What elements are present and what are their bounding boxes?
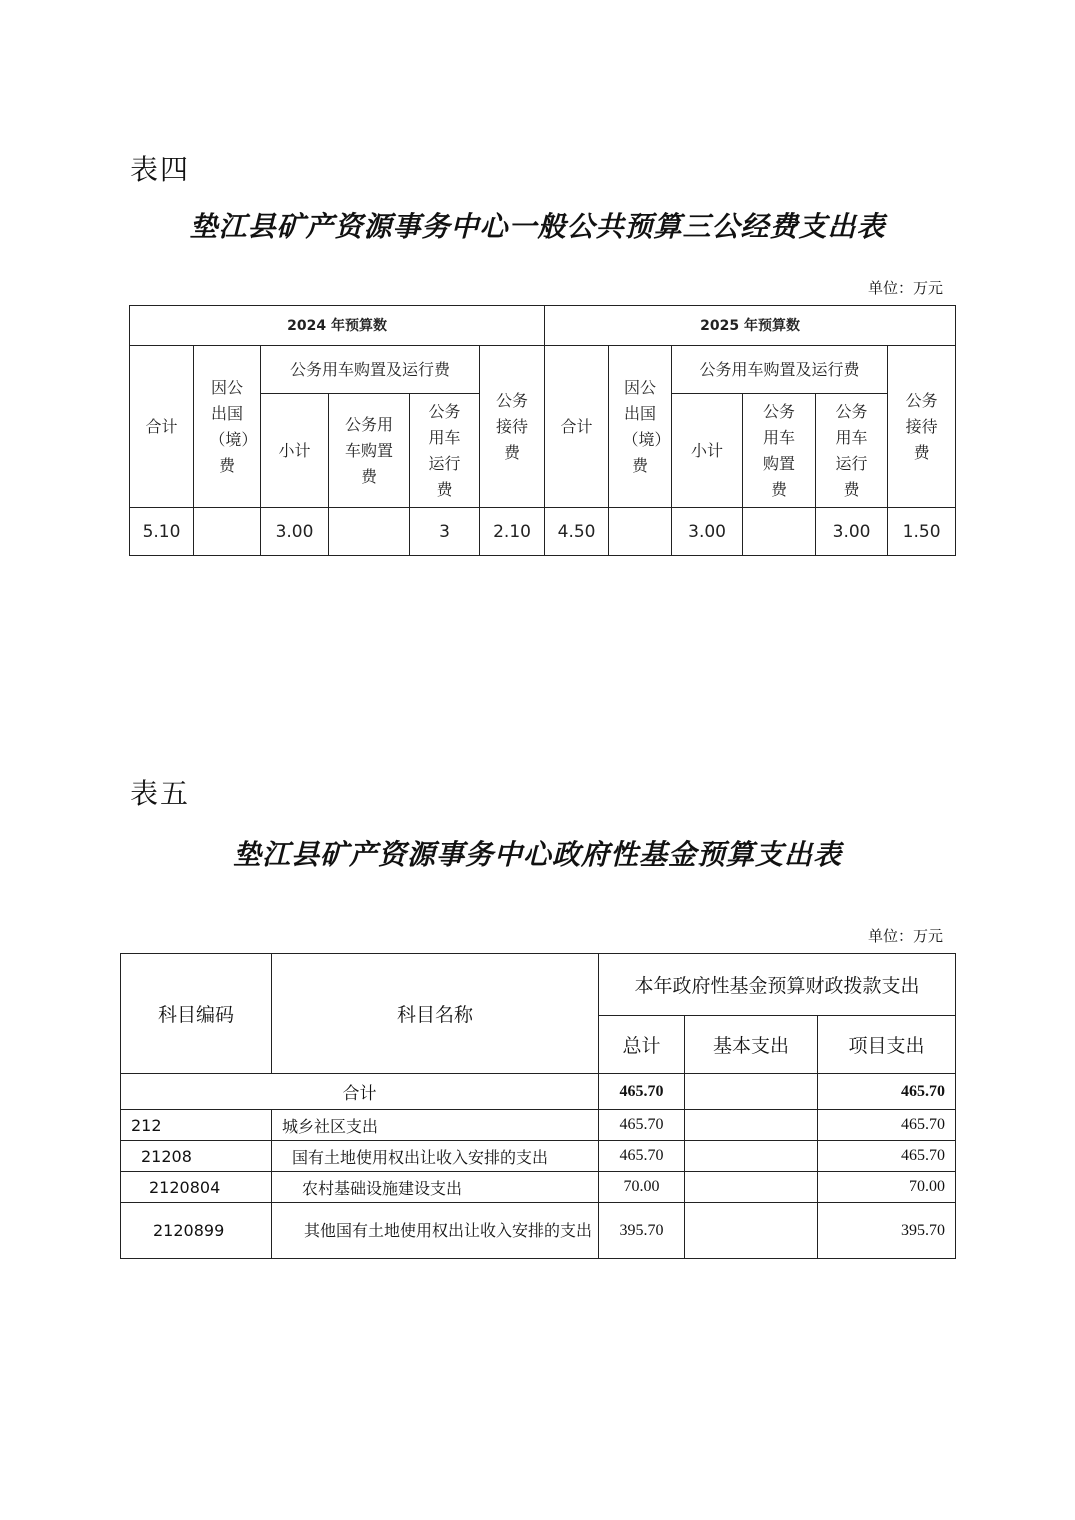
row-total: 70.00 xyxy=(599,1172,685,1203)
row-name: 城乡社区支出 xyxy=(272,1110,599,1141)
year-2024-header: 2024 年预算数 xyxy=(130,306,545,346)
value-operation-2025: 3.00 xyxy=(816,508,888,556)
header-project: 项目支出 xyxy=(818,1016,956,1074)
row-code: 212 xyxy=(121,1110,272,1141)
table4-unit: 单位：万元 xyxy=(867,279,943,297)
row-total: 465.70 xyxy=(599,1110,685,1141)
row-code: 21208 xyxy=(121,1141,272,1172)
row-project: 70.00 xyxy=(818,1172,956,1203)
row-total: 465.70 xyxy=(599,1141,685,1172)
total-row-basic xyxy=(685,1074,818,1110)
header-name: 科目名称 xyxy=(272,954,599,1074)
total-row-total: 465.70 xyxy=(599,1074,685,1110)
value-subtotal-2024: 3.00 xyxy=(261,508,329,556)
total-row-label: 合计 xyxy=(121,1074,599,1110)
value-total-2025: 4.50 xyxy=(545,508,609,556)
row-name: 国有土地使用权出让收入安排的支出 xyxy=(272,1141,599,1172)
header-group: 本年政府性基金预算财政拨款支出 xyxy=(599,954,956,1016)
value-abroad-2025 xyxy=(609,508,672,556)
row-name: 其他国有土地使用权出让收入安排的支出 xyxy=(272,1203,599,1259)
row-project: 465.70 xyxy=(818,1110,956,1141)
row-name: 农村基础设施建设支出 xyxy=(272,1172,599,1203)
header-reception-2025: 公务接待费 xyxy=(888,346,956,508)
value-reception-2025: 1.50 xyxy=(888,508,956,556)
header-operation-2024: 公务用车运行费 xyxy=(410,394,480,508)
header-subtotal-2024: 小计 xyxy=(261,394,329,508)
header-reception-2024: 公务接待费 xyxy=(480,346,545,508)
value-purchase-2024 xyxy=(329,508,410,556)
row-basic xyxy=(685,1172,818,1203)
three-public-expenses-table xyxy=(129,305,956,556)
row-basic xyxy=(685,1203,818,1259)
header-operation-2025: 公务用车运行费 xyxy=(816,394,888,508)
value-reception-2024: 2.10 xyxy=(480,508,545,556)
total-row-project: 465.70 xyxy=(818,1074,956,1110)
value-abroad-2024 xyxy=(194,508,261,556)
table4-title: 垫江县矿产资源事务中心一般公共预算三公经费支出表 xyxy=(189,210,886,243)
row-project: 395.70 xyxy=(818,1203,956,1259)
row-code: 2120804 xyxy=(121,1172,272,1203)
header-purchase-2025: 公务用车购置费 xyxy=(743,394,816,508)
header-vehicle-group-2024: 公务用车购置及运行费 xyxy=(261,346,480,394)
header-basic: 基本支出 xyxy=(685,1016,818,1074)
row-code: 2120899 xyxy=(121,1203,272,1259)
table5-unit: 单位：万元 xyxy=(867,927,943,945)
row-basic xyxy=(685,1141,818,1172)
header-vehicle-group-2025: 公务用车购置及运行费 xyxy=(672,346,888,394)
row-project: 465.70 xyxy=(818,1141,956,1172)
header-total: 总计 xyxy=(599,1016,685,1074)
government-fund-table xyxy=(120,953,956,1259)
header-abroad-2024: 因公出国（境）费 xyxy=(194,346,261,508)
header-abroad-2025: 因公出国（境）费 xyxy=(609,346,672,508)
value-operation-2024: 3 xyxy=(410,508,480,556)
table5-label: 表五 xyxy=(130,777,191,810)
header-code: 科目编码 xyxy=(121,954,272,1074)
value-subtotal-2025: 3.00 xyxy=(672,508,743,556)
table4-label: 表四 xyxy=(130,153,191,186)
value-purchase-2025 xyxy=(743,508,816,556)
header-purchase-2024: 公务用车购置费 xyxy=(329,394,410,508)
year-2025-header: 2025 年预算数 xyxy=(545,306,956,346)
header-subtotal-2025: 小计 xyxy=(672,394,743,508)
table5-title: 垫江县矿产资源事务中心政府性基金预算支出表 xyxy=(232,838,842,871)
row-basic xyxy=(685,1110,818,1141)
row-total: 395.70 xyxy=(599,1203,685,1259)
value-total-2024: 5.10 xyxy=(130,508,194,556)
header-total-2025: 合计 xyxy=(545,346,609,508)
header-total-2024: 合计 xyxy=(130,346,194,508)
